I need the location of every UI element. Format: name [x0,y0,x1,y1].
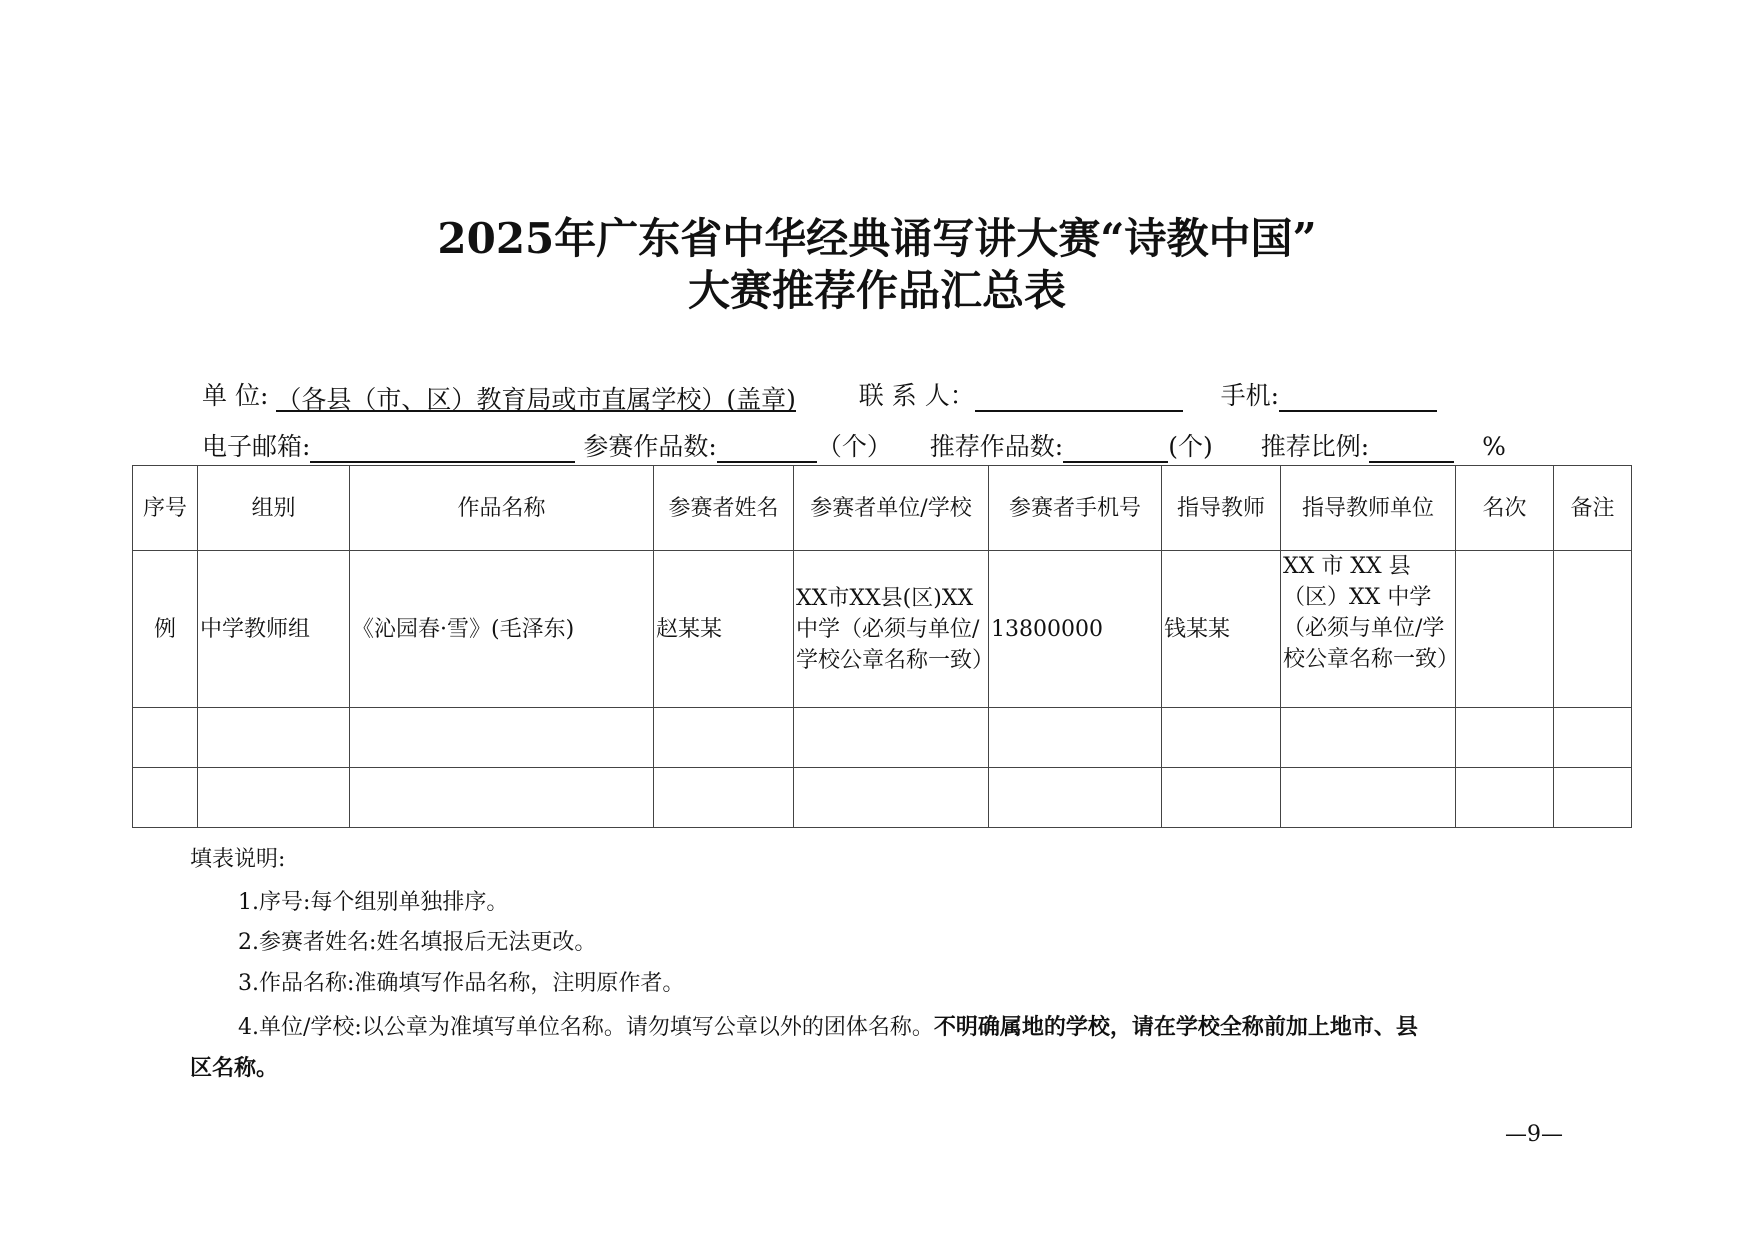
note-item [238,1010,1418,1041]
header-row [133,466,1632,551]
ratio-label: 推荐比例: [1260,432,1370,461]
unit-ge2: (个) [1168,432,1213,461]
table-row-example [133,551,1632,708]
cell[interactable] [989,708,1162,768]
cell: 赵某某 [654,551,794,708]
document-title-line1: 2025年广东省中华经典诵写讲大赛“诗教中国” [437,214,1317,263]
note-item: 1.序号:每个组别单独排序。 [238,890,509,915]
recommended-label: 推荐作品数: [929,432,1064,461]
percent-sign: % [1482,432,1506,461]
cell: XX市XX县(区)XX中学（必须与单位/学校公章名称一致） [794,551,989,708]
header-cell: 指导教师 [1162,466,1281,551]
info-line-1 [202,376,1437,412]
header-cell: 参赛者姓名 [654,466,794,551]
header-cell: 参赛者单位/学校 [794,466,989,551]
unit-label: 单 位: [202,381,269,410]
cell[interactable] [1162,768,1281,828]
recommended-field[interactable] [1063,431,1168,463]
note-bold-cont: 区名称。 [190,1055,279,1081]
cell[interactable] [654,708,794,768]
contact-field[interactable] [975,380,1183,412]
table-row-empty [133,768,1632,828]
document-title-line2: 大赛推荐作品汇总表 [687,266,1066,315]
cell[interactable] [198,768,350,828]
cell: 中学教师组 [198,551,350,708]
header-cell: 组别 [198,466,350,551]
cell[interactable] [794,768,989,828]
cell[interactable] [1554,768,1632,828]
cell: 13800000 [989,551,1162,708]
note-bold: 不明确属地的学校，请在学校全称前加上地市、县 [933,1014,1418,1040]
cell[interactable] [1554,551,1632,708]
unit-field[interactable]: （各县（市、区）教育局或市直属学校）(盖章) [276,380,796,412]
cell[interactable] [350,768,654,828]
cell[interactable] [794,708,989,768]
cell: XX 市 XX 县（区）XX 中学（必须与单位/学校公章名称一致） [1281,551,1456,708]
cell[interactable] [1281,768,1456,828]
cell[interactable] [989,768,1162,828]
cell[interactable] [198,708,350,768]
cell[interactable] [1281,708,1456,768]
info-line-2 [202,427,1506,463]
ratio-field[interactable] [1369,431,1454,463]
note-item: 2.参赛者姓名:姓名填报后无法更改。 [238,930,597,955]
email-label: 电子邮箱: [202,432,311,461]
contact-label: 联 系 人： [858,381,975,410]
phone-label: 手机: [1220,381,1280,410]
cell: 例 [133,551,198,708]
header-cell: 备注 [1554,466,1632,551]
header-cell: 作品名称 [350,466,654,551]
cell[interactable] [133,768,198,828]
note-item: 3.作品名称:准确填写作品名称，注明原作者。 [238,971,685,996]
table-row-empty [133,708,1632,768]
note-text: 4.单位/学校:以公章为准填写单位名称。请勿填写公章以外的团体名称。 [238,1015,934,1040]
cell[interactable] [1554,708,1632,768]
email-field[interactable] [310,431,575,463]
unit-ge: （个） [816,432,892,461]
cell: 钱某某 [1162,551,1281,708]
page-number: —9— [1505,1122,1563,1147]
cell[interactable] [133,708,198,768]
header-cell: 名次 [1456,466,1554,551]
summary-table [132,465,1632,828]
header-cell: 参赛者手机号 [989,466,1162,551]
entries-field[interactable] [717,431,817,463]
cell[interactable] [350,708,654,768]
cell[interactable] [1456,708,1554,768]
cell: 《沁园春·雪》(毛泽东) [350,551,654,708]
notes-heading: 填表说明: [190,847,286,872]
cell[interactable] [1456,768,1554,828]
phone-field[interactable] [1279,380,1437,412]
cell[interactable] [654,768,794,828]
header-cell: 序号 [133,466,198,551]
cell[interactable] [1162,708,1281,768]
header-cell: 指导教师单位 [1281,466,1456,551]
entries-label: 参赛作品数: [583,432,717,461]
cell[interactable] [1456,551,1554,708]
